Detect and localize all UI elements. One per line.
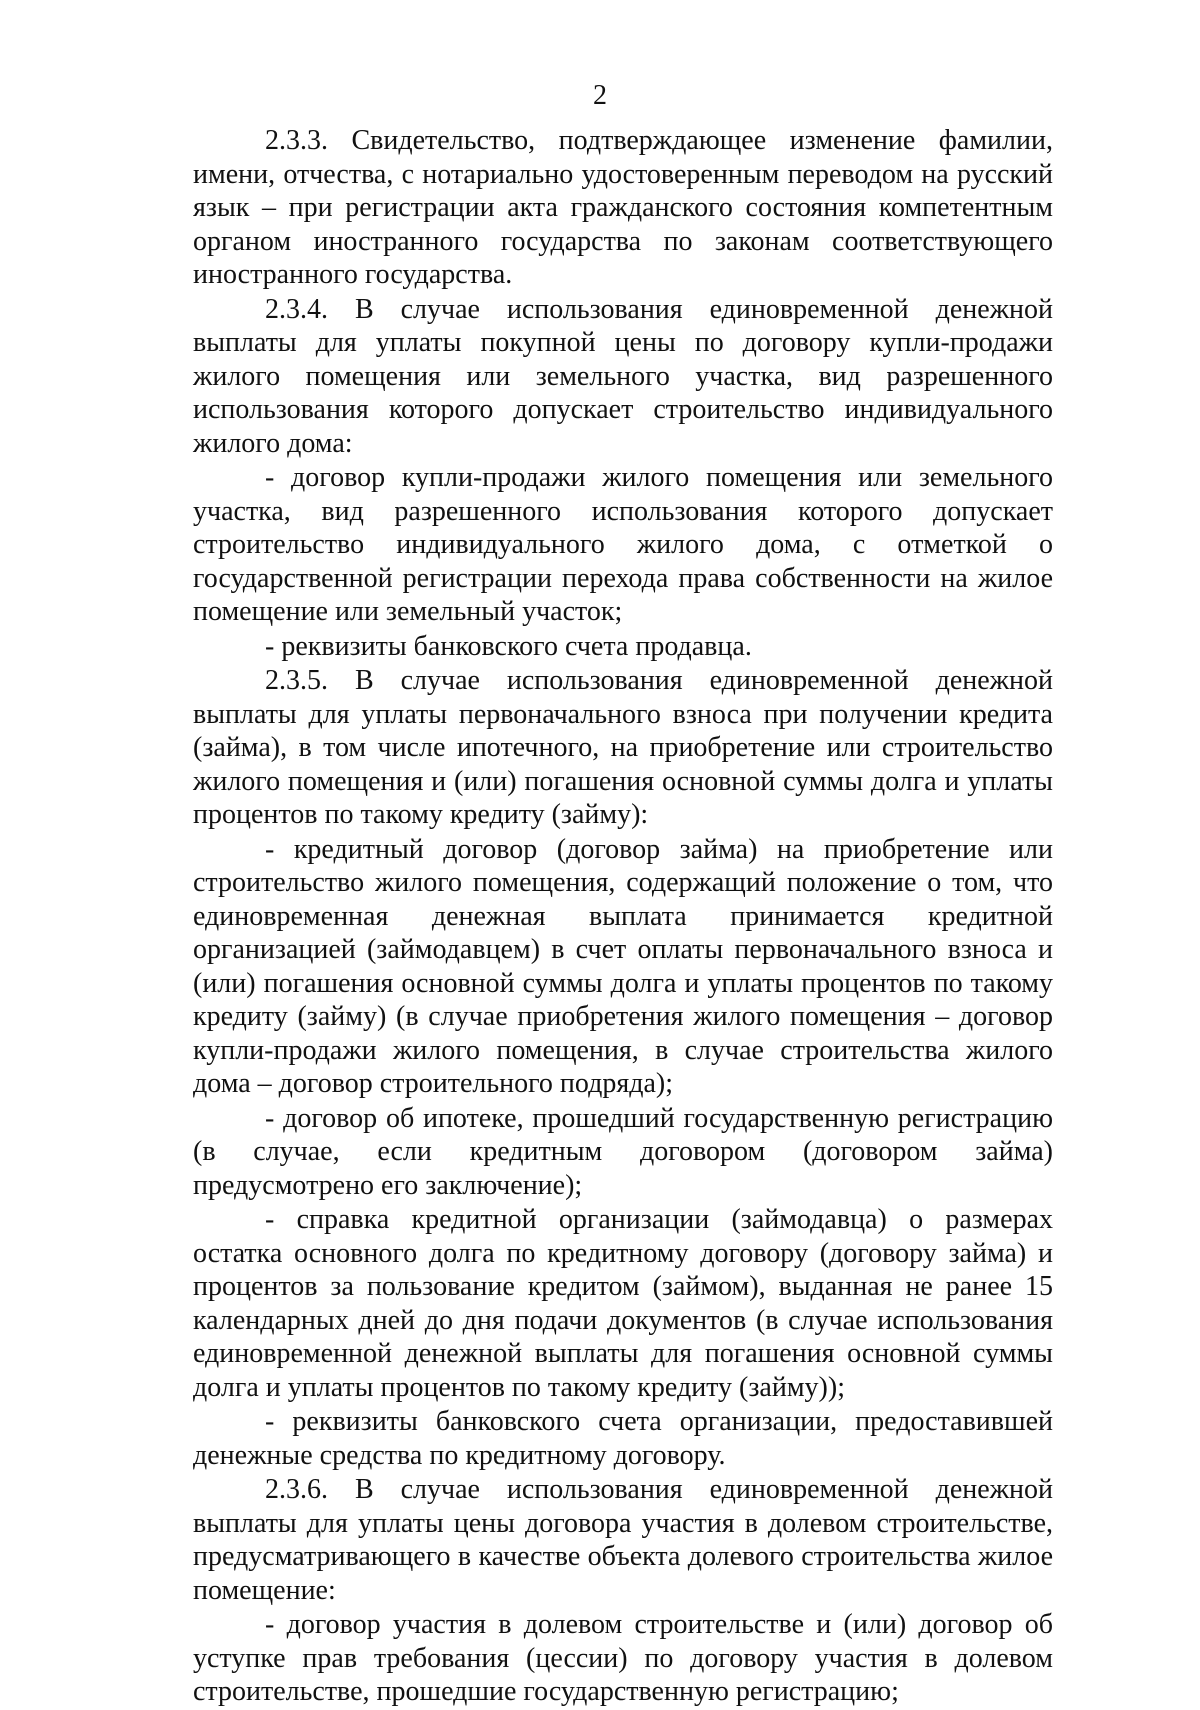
paragraph-2-3-5: 2.3.5. В случае использования единовременной денежной выплаты для уплаты первоначального взноса при получении кредита (займа), в том числе ипотечного, на приобретение или строительство жилого помещения и (или) погашения основной суммы долга и уплаты процентов по такому кредиту (займу): (193, 665, 1053, 830)
list-item-sale-contract: - договор купли-продажи жилого помещения или земельного участка, вид разрешенного использования которого допускает строительство индивидуального жилого дома, с отметкой о государственной регистрации перехода права собственности на жилое помещение или земельный участок; (193, 462, 1053, 627)
document-body (193, 124, 1053, 1710)
list-item-mortgage-contract: - договор об ипотеке, прошедший государственную регистрацию (в случае, если кредитным договором (договором займа) предусмотрено его заключение); (193, 1102, 1053, 1201)
list-item-credit-balance-certificate: - справка кредитной организации (займодавца) о размерах остатка основного долга по кредитному договору (договору займа) и процентов за пользование кредитом (займом), выданная не ранее 15 календарных дней до дня подачи документов (в случае использования единовременной денежной выплаты для погашения основной суммы долга и уплаты процентов по такому кредиту (займу)); (193, 1204, 1053, 1403)
list-item-lender-bank-details: - реквизиты банковского счета организации, предоставившей денежные средства по кредитному договору. (193, 1406, 1053, 1471)
list-item-shared-construction-contract: - договор участия в долевом строительстве и (или) договор об уступке прав требования (цессии) по договору участия в долевом строительстве, прошедшие государственную регистрацию; (193, 1609, 1053, 1707)
page-number: 2 (593, 80, 607, 111)
paragraph-2-3-4: 2.3.4. В случае использования единовременной денежной выплаты для уплаты покупной цены по договору купли-продажи жилого помещения или земельного участка, вид разрешенного использования которого допускает строительство индивидуального жилого дома: (193, 293, 1053, 459)
list-item-credit-contract: - кредитный договор (договор займа) на приобретение или строительство жилого помещения, содержащий положение о том, что единовременная денежная выплата принимается кредитной организацией (займодавцем) в счет оплаты первоначального взноса и (или) погашения основной суммы долга и уплаты процентов по такому кредиту (займу) (в случае приобретения жилого помещения – договор купли-продажи жилого помещения, в случае строительства жилого дома – договор строительного подряда); (193, 833, 1053, 1099)
paragraph-2-3-6: 2.3.6. В случае использования единовременной денежной выплаты для уплаты цены договора участия в долевом строительстве, предусматривающего в качестве объекта долевого строительства жилое помещение: (193, 1474, 1053, 1606)
list-item-seller-bank-details: - реквизиты банковского счета продавца. (265, 630, 752, 662)
paragraph-2-3-3: 2.3.3. Свидетельство, подтверждающее изменение фамилии, имени, отчества, с нотариально удостоверенным переводом на русский язык – при регистрации акта гражданского состояния компетентным органом иностранного государства по законам соответствующего иностранного государства. (193, 125, 1053, 290)
